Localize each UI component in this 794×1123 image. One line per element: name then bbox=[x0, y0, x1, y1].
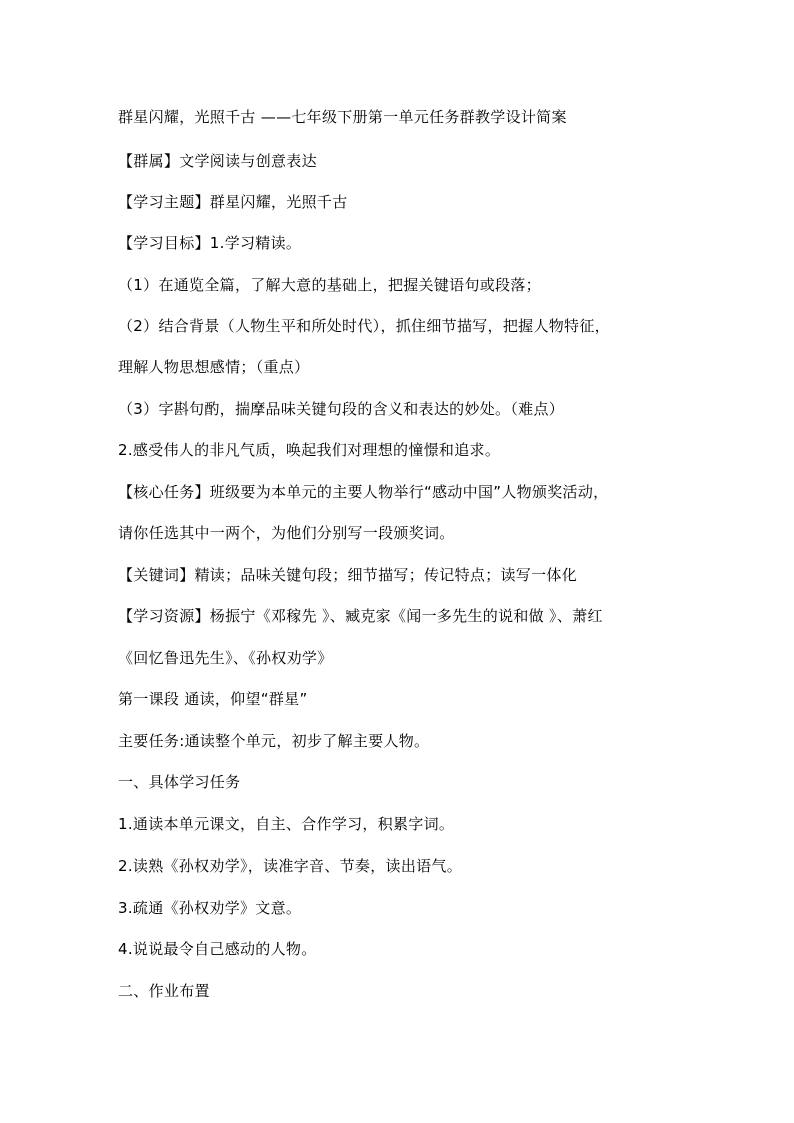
core-task-line: 【核心任务】班级要为本单元的主要人物举行“感动中国”人物颁奖活动， bbox=[118, 483, 609, 501]
resources-line: 【学习资源】杨振宁《邓稼先 》、臧克家《闻一多先生的说和做 》、萧红 bbox=[118, 607, 603, 625]
goal-item-2: （2）结合背景（人物生平和所处时代），抓住细节描写，把握人物特征， bbox=[118, 317, 610, 335]
core-task-continued: 请你任选其中一两个，为他们分别写一段颁奖词。 bbox=[118, 524, 455, 542]
main-task-line: 主要任务:通读整个单元，初步了解主要人物。 bbox=[118, 732, 430, 750]
goal-item-3: （3）字斟句酌，揣摩品味关键句段的含义和表达的妙处。（难点） bbox=[118, 400, 565, 418]
theme-line: 【学习主题】群星闪耀，光照千古 bbox=[118, 193, 348, 211]
group-line: 【群属】文学阅读与创意表达 bbox=[118, 152, 317, 170]
task-item-2: 2.读熟《孙权劝学》，读准字音、节奏，读出语气。 bbox=[118, 857, 463, 875]
section-2-heading: 二、作业布置 bbox=[118, 982, 210, 1000]
goal-2-line: 2.感受伟人的非凡气质，唤起我们对理想的憧憬和追求。 bbox=[118, 441, 501, 459]
document-title: 群星闪耀，光照千古 ——七年级下册第一单元任务群教学设计简案 bbox=[118, 108, 567, 126]
task-item-3: 3.疏通《孙权劝学》文意。 bbox=[118, 899, 302, 917]
goal-heading-line: 【学习目标】1.学习精读。 bbox=[118, 234, 302, 252]
section-1-heading: 一、具体学习任务 bbox=[118, 773, 241, 791]
resources-continued: 《回忆鲁迅先生》、《孙权劝学》 bbox=[118, 649, 333, 667]
keywords-line: 【关键词】精读；品味关键句段；细节描写；传记特点；读写一体化 bbox=[118, 566, 578, 584]
task-item-4: 4.说说最令自己感动的人物。 bbox=[118, 940, 317, 958]
goal-item-2-continued: 理解人物思想感情；（重点） bbox=[118, 358, 310, 376]
task-item-1: 1.通读本单元课文，自主、合作学习，积累字词。 bbox=[118, 815, 455, 833]
lesson-1-heading: 第一课段 通读，仰望“群星” bbox=[118, 690, 308, 708]
goal-item-1: （1）在通览全篇，了解大意的基础上，把握关键语句或段落； bbox=[118, 276, 541, 294]
